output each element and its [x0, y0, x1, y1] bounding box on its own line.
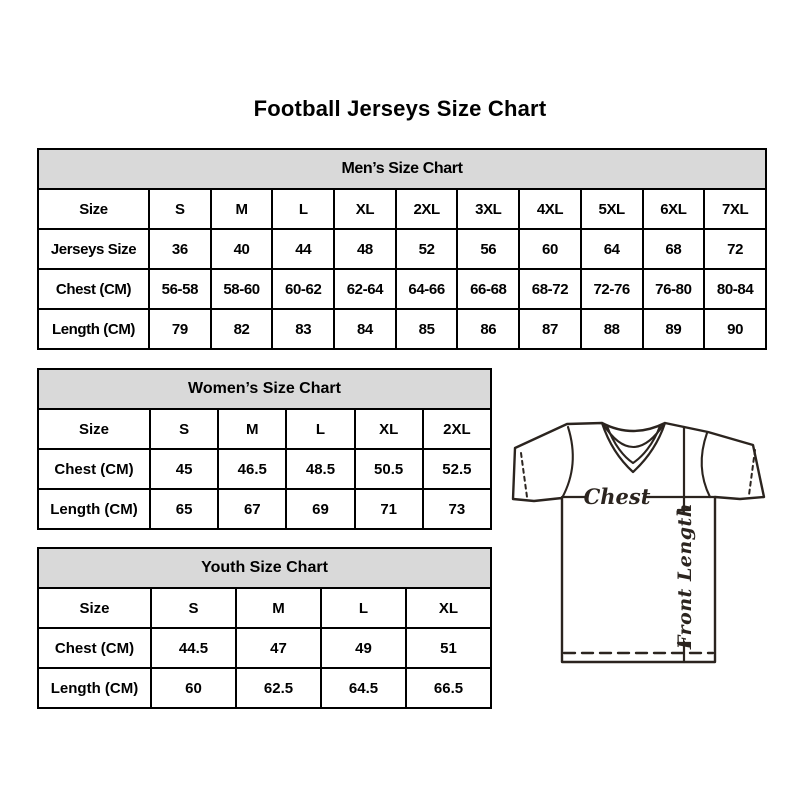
table-cell: 82 [211, 309, 273, 349]
table-row [38, 269, 766, 309]
table-cell: 64-66 [396, 269, 458, 309]
table-cell: 71 [355, 489, 423, 529]
table-row [38, 489, 491, 529]
table-cell: 67 [218, 489, 286, 529]
table-cell: XL [406, 588, 491, 628]
right-cuff-stitch [749, 450, 755, 495]
table-cell: 72-76 [581, 269, 643, 309]
table-cell: 88 [581, 309, 643, 349]
table-row [38, 628, 491, 668]
table-cell: 60 [519, 229, 581, 269]
table-row [38, 449, 491, 489]
table-cell: 90 [704, 309, 766, 349]
table-header-row [38, 369, 491, 409]
left-cuff-stitch [521, 453, 527, 497]
table-row [38, 588, 491, 628]
table-cell: 60 [151, 668, 236, 708]
table-cell: 76-80 [643, 269, 705, 309]
table-cell: 73 [423, 489, 491, 529]
row-label: Jerseys Size [38, 229, 149, 269]
table-cell: 2XL [423, 409, 491, 449]
front-length-label: Front Length [674, 502, 696, 650]
table-cell: 2XL [396, 189, 458, 229]
mens-size-table [37, 148, 767, 350]
table-cell: 68 [643, 229, 705, 269]
table-cell: S [150, 409, 218, 449]
jersey-diagram-icon [506, 416, 768, 668]
table-cell: L [272, 189, 334, 229]
table-cell: 80-84 [704, 269, 766, 309]
table-cell: 86 [457, 309, 519, 349]
table-cell: S [149, 189, 211, 229]
row-label: Size [38, 189, 149, 229]
table-title: Women’s Size Chart [38, 369, 491, 409]
table-cell: 64 [581, 229, 643, 269]
table-cell: 65 [150, 489, 218, 529]
row-label: Chest (CM) [38, 269, 149, 309]
table-cell: M [236, 588, 321, 628]
table-cell: 83 [272, 309, 334, 349]
row-label: Size [38, 409, 150, 449]
row-label: Length (CM) [38, 309, 149, 349]
row-label: Chest (CM) [38, 449, 150, 489]
chest-label: Chest [583, 484, 651, 509]
table-cell: 58-60 [211, 269, 273, 309]
table-cell: 49 [321, 628, 406, 668]
table-cell: 4XL [519, 189, 581, 229]
table-cell: S [151, 588, 236, 628]
table-cell: 51 [406, 628, 491, 668]
table-cell: 69 [286, 489, 354, 529]
youth-size-table [37, 547, 492, 709]
table-cell: L [286, 409, 354, 449]
table-cell: 89 [643, 309, 705, 349]
table-row [38, 309, 766, 349]
table-cell: 50.5 [355, 449, 423, 489]
right-armhole-seam [702, 433, 710, 497]
table-cell: 48 [334, 229, 396, 269]
table-cell: XL [355, 409, 423, 449]
table-row [38, 409, 491, 449]
table-cell: 87 [519, 309, 581, 349]
page-title: Football Jerseys Size Chart [253, 96, 547, 121]
womens-size-table [37, 368, 492, 530]
table-header-row [38, 149, 766, 189]
table-cell: 45 [150, 449, 218, 489]
table-cell: 56 [457, 229, 519, 269]
table-cell: 7XL [704, 189, 766, 229]
row-label: Length (CM) [38, 668, 151, 708]
table-cell: 62.5 [236, 668, 321, 708]
table-cell: 60-62 [272, 269, 334, 309]
row-label: Length (CM) [38, 489, 150, 529]
table-cell: 52.5 [423, 449, 491, 489]
table-cell: 64.5 [321, 668, 406, 708]
table-cell: 46.5 [218, 449, 286, 489]
table-title: Men’s Size Chart [38, 149, 766, 189]
table-cell: M [218, 409, 286, 449]
table-cell: 44.5 [151, 628, 236, 668]
table-row [38, 229, 766, 269]
table-cell: XL [334, 189, 396, 229]
table-cell: 47 [236, 628, 321, 668]
table-title: Youth Size Chart [38, 548, 491, 588]
table-cell: 6XL [643, 189, 705, 229]
table-row [38, 189, 766, 229]
table-cell: 40 [211, 229, 273, 269]
table-cell: 66-68 [457, 269, 519, 309]
row-label: Chest (CM) [38, 628, 151, 668]
table-cell: 79 [149, 309, 211, 349]
table-cell: 44 [272, 229, 334, 269]
table-cell: 72 [704, 229, 766, 269]
table-cell: 36 [149, 229, 211, 269]
jersey-measurement-diagram [506, 416, 768, 668]
table-cell: 85 [396, 309, 458, 349]
row-label: Size [38, 588, 151, 628]
table-cell: 68-72 [519, 269, 581, 309]
table-cell: 3XL [457, 189, 519, 229]
table-cell: 62-64 [334, 269, 396, 309]
table-header-row [38, 548, 491, 588]
table-cell: M [211, 189, 273, 229]
table-cell: 52 [396, 229, 458, 269]
table-cell: 5XL [581, 189, 643, 229]
left-armhole-seam [562, 427, 573, 498]
table-cell: 66.5 [406, 668, 491, 708]
table-cell: L [321, 588, 406, 628]
table-cell: 56-58 [149, 269, 211, 309]
table-cell: 84 [334, 309, 396, 349]
table-row [38, 668, 491, 708]
table-cell: 48.5 [286, 449, 354, 489]
